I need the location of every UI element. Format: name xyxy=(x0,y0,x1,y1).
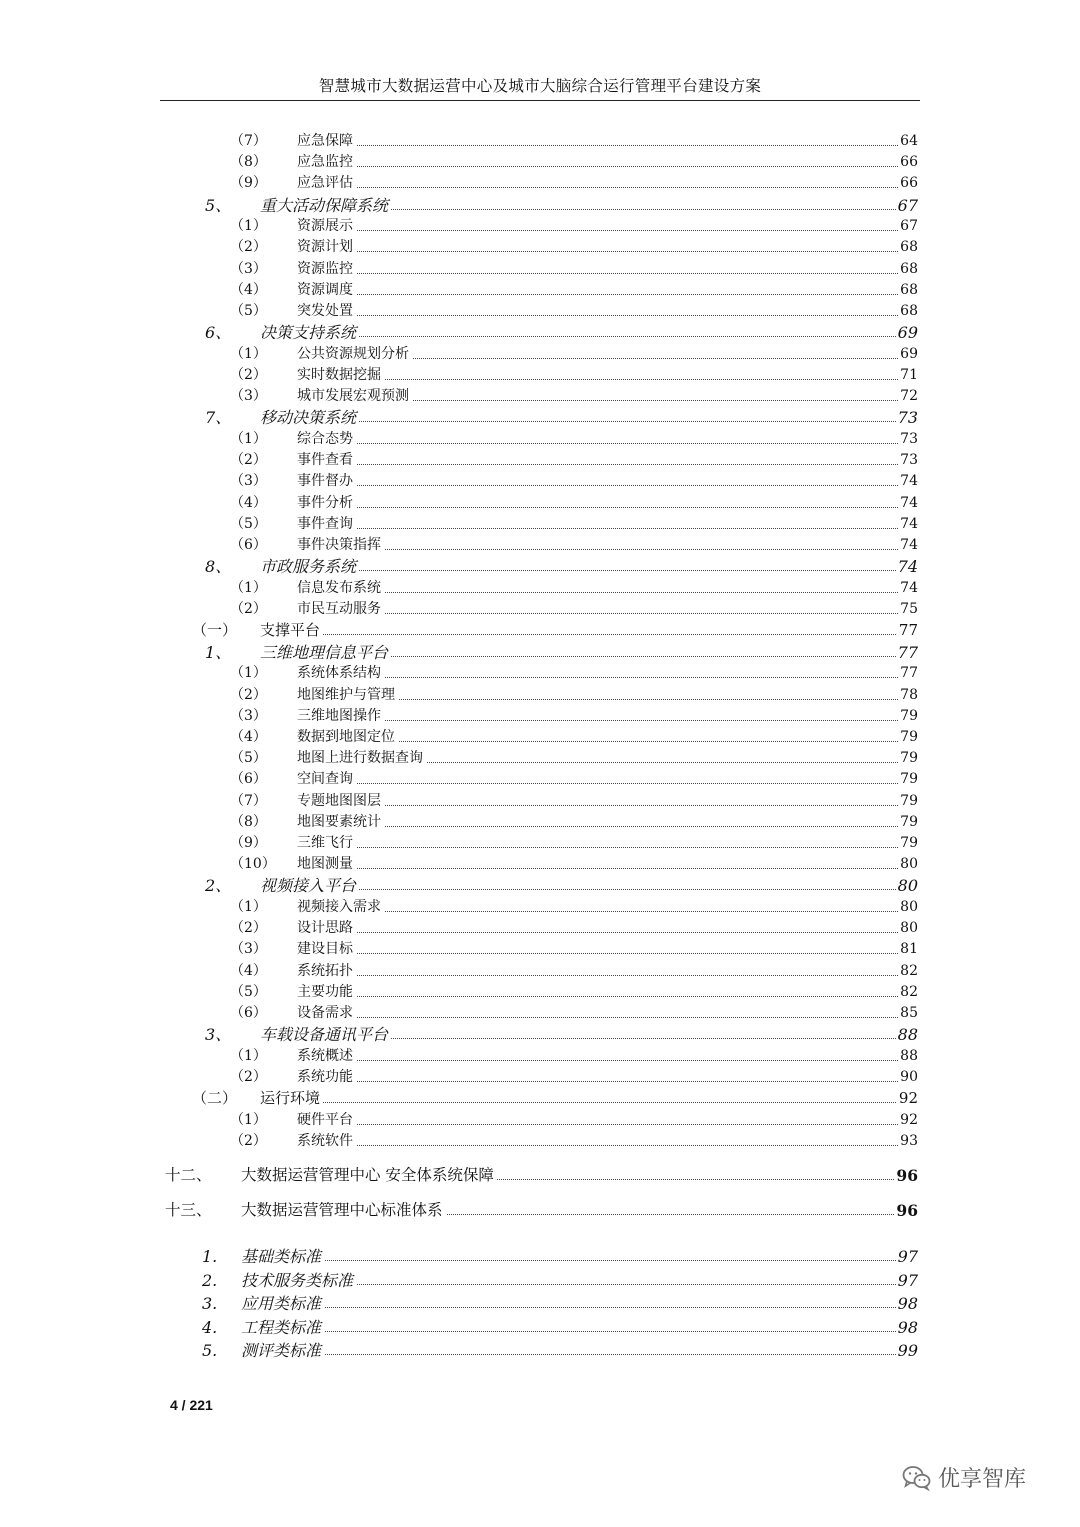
toc-entry[interactable] xyxy=(0,897,918,918)
toc-entry[interactable] xyxy=(0,386,918,407)
toc-entry-title: 资源计划 xyxy=(297,237,356,258)
toc-entry-page: 78 xyxy=(898,685,918,706)
toc-dot-leader xyxy=(297,251,898,252)
toc-entry[interactable] xyxy=(0,599,918,620)
toc-entry-page: 74 xyxy=(898,578,918,599)
toc-dot-leader xyxy=(297,613,898,614)
toc-dot-leader xyxy=(297,826,898,827)
toc-entry-title: 系统功能 xyxy=(297,1067,356,1088)
toc-entry[interactable] xyxy=(0,195,918,216)
toc-dot-leader xyxy=(297,443,898,444)
toc-entry-page: 80 xyxy=(898,918,918,939)
toc-entry-number: （7） xyxy=(230,792,267,809)
toc-dot-leader xyxy=(297,720,898,721)
toc-entry-number: 4. xyxy=(202,1317,218,1337)
toc-entry-number: 3、 xyxy=(205,1025,232,1045)
toc-entry-title: 突发处置 xyxy=(297,301,356,322)
toc-entry-page: 68 xyxy=(898,237,918,258)
toc-entry[interactable] xyxy=(0,514,918,535)
toc-entry-page: 68 xyxy=(898,259,918,280)
toc-entry[interactable] xyxy=(0,1340,918,1361)
toc-entry-number: （1） xyxy=(230,1111,267,1128)
toc-dot-leader xyxy=(297,273,898,274)
toc-dot-leader xyxy=(260,1102,898,1103)
toc-dot-leader xyxy=(241,1260,898,1261)
toc-entry-number: （2） xyxy=(230,920,267,937)
toc-entry-title: 资源展示 xyxy=(297,216,356,237)
toc-entry-title: 系统软件 xyxy=(297,1131,356,1152)
toc-entry-number: （9） xyxy=(230,175,267,192)
toc-entry-number: 1. xyxy=(202,1247,218,1267)
toc-entry-title: 决策支持系统 xyxy=(260,322,359,343)
toc-entry-number: 2、 xyxy=(205,876,232,896)
toc-dot-leader xyxy=(297,783,898,784)
toc-entry[interactable] xyxy=(0,812,918,833)
toc-entry-title: 市政服务系统 xyxy=(260,556,359,577)
toc-entry-number: （4） xyxy=(230,729,267,745)
wechat-icon xyxy=(902,1465,932,1491)
toc-entry[interactable] xyxy=(0,918,918,939)
toc-entry-page: 77 xyxy=(897,642,918,662)
toc-entry-number: （8） xyxy=(230,813,267,830)
toc-entry[interactable] xyxy=(0,791,918,812)
toc-entry-title: 公共资源规划分析 xyxy=(297,344,412,365)
toc-entry-title: 设计思路 xyxy=(297,918,356,939)
toc-entry-title: 综合态势 xyxy=(297,429,356,450)
toc-entry[interactable] xyxy=(0,556,918,577)
toc-entry[interactable] xyxy=(0,1165,918,1186)
toc-dot-leader xyxy=(297,805,898,806)
toc-entry-page: 80 xyxy=(897,876,918,896)
toc-entry[interactable] xyxy=(0,152,918,173)
toc-entry-page: 80 xyxy=(898,854,918,875)
toc-entry-title: 系统拓扑 xyxy=(297,961,356,982)
toc-entry-title: 技术服务类标准 xyxy=(241,1270,356,1291)
toc-entry[interactable] xyxy=(0,982,918,1003)
toc-entry-page: 90 xyxy=(898,1067,918,1088)
toc-entry-page: 77 xyxy=(898,663,918,684)
toc-entry-page: 64 xyxy=(898,131,918,152)
toc-entry-page: 74 xyxy=(898,493,918,514)
toc-entry-page: 88 xyxy=(898,1046,918,1067)
toc-entry-page: 74 xyxy=(898,471,918,492)
toc-entry-title: 专题地图图层 xyxy=(297,791,384,812)
page-number: 4 / 221 xyxy=(170,1397,213,1413)
toc-entry-page: 73 xyxy=(898,429,918,450)
toc-entry-page: 79 xyxy=(898,833,918,854)
toc-entry-page: 77 xyxy=(898,621,918,640)
toc-entry-title: 基础类标准 xyxy=(241,1246,324,1267)
toc-entry[interactable] xyxy=(0,322,918,343)
toc-entry-title: 三维地图操作 xyxy=(297,706,384,727)
toc-entry-page: 88 xyxy=(897,1025,918,1045)
toc-entry-number: （2） xyxy=(230,367,267,383)
toc-entry-title: 视频接入平台 xyxy=(260,875,359,896)
toc-dot-leader xyxy=(297,145,898,146)
toc-entry-page: 79 xyxy=(898,812,918,833)
toc-dot-leader xyxy=(297,996,898,997)
toc-entry[interactable] xyxy=(0,620,918,641)
toc-dot-leader xyxy=(297,464,898,465)
toc-entry-number: （2） xyxy=(230,601,267,617)
toc-entry[interactable] xyxy=(0,131,918,152)
toc-entry-number: （7） xyxy=(230,133,267,149)
toc-entry-number: （6） xyxy=(230,1005,267,1021)
toc-entry-page: 74 xyxy=(897,557,918,577)
toc-entry-number: （6） xyxy=(230,771,267,788)
toc-dot-leader xyxy=(297,911,898,912)
toc-entry[interactable] xyxy=(0,854,918,875)
toc-dot-leader xyxy=(241,1354,898,1355)
toc-entry[interactable] xyxy=(0,259,918,280)
toc-entry-number: （3） xyxy=(230,260,267,277)
toc-entry-title: 三维地理信息平台 xyxy=(260,642,391,663)
toc-entry-page: 85 xyxy=(898,1003,918,1024)
toc-dot-leader xyxy=(297,230,898,231)
toc-entry[interactable] xyxy=(0,748,918,769)
toc-entry-number: （6） xyxy=(230,537,267,553)
toc-entry-number: （1） xyxy=(230,345,267,362)
toc-entry-page: 81 xyxy=(898,939,918,960)
header-rule xyxy=(160,100,920,101)
toc-entry-title: 工程类标准 xyxy=(241,1317,324,1338)
toc-entry-page: 66 xyxy=(898,173,918,194)
toc-entry-number: 3. xyxy=(202,1294,218,1314)
toc-entry-page: 74 xyxy=(898,535,918,556)
toc-entry[interactable] xyxy=(0,706,918,727)
toc-entry[interactable] xyxy=(0,1003,918,1024)
toc-entry-number: （5） xyxy=(230,750,267,767)
toc-entry-number: （1） xyxy=(230,218,267,235)
toc-entry-page: 74 xyxy=(898,514,918,535)
toc-entry-title: 事件督办 xyxy=(297,471,356,492)
toc-entry-number: 十三、 xyxy=(165,1200,212,1219)
toc-entry-title: 应用类标准 xyxy=(241,1293,324,1314)
toc-entry-number: 十二、 xyxy=(165,1166,212,1185)
toc-entry-title: 视频接入需求 xyxy=(297,897,384,918)
toc-entry-number: （4） xyxy=(230,281,267,298)
toc-entry-page: 71 xyxy=(898,365,918,386)
toc-entry-number: （8） xyxy=(230,154,267,171)
toc-entry[interactable] xyxy=(0,1131,918,1152)
toc-entry[interactable] xyxy=(0,727,918,748)
toc-dot-leader xyxy=(297,1017,898,1018)
toc-entry-page: 79 xyxy=(898,791,918,812)
toc-entry-number: 8、 xyxy=(205,557,232,577)
toc-entry[interactable] xyxy=(0,1067,918,1088)
toc-entry[interactable] xyxy=(0,769,918,790)
toc-dot-leader xyxy=(297,1060,898,1061)
toc-entry[interactable] xyxy=(0,1110,918,1131)
toc-entry-page: 98 xyxy=(897,1317,918,1337)
toc-entry[interactable] xyxy=(0,833,918,854)
toc-entry-number: （5） xyxy=(230,983,267,1000)
toc-dot-leader xyxy=(297,953,898,954)
toc-entry[interactable] xyxy=(0,1293,918,1314)
toc-entry-title: 三维飞行 xyxy=(297,833,356,854)
toc-entry-number: （1） xyxy=(230,899,267,915)
toc-entry-number: （3） xyxy=(230,941,267,958)
toc-entry[interactable] xyxy=(0,961,918,982)
toc-dot-leader xyxy=(297,868,898,869)
toc-entry-title: 事件查看 xyxy=(297,450,356,471)
document-header-title: 智慧城市大数据运营中心及城市大脑综合运行管理平台建设方案 xyxy=(318,77,762,95)
toc-entry-title: 事件查询 xyxy=(297,514,356,535)
toc-entry-page: 96 xyxy=(896,1166,918,1186)
watermark-text: 优享智库 xyxy=(938,1467,1027,1492)
toc-entry-page: 73 xyxy=(898,450,918,471)
toc-entry[interactable] xyxy=(0,471,918,492)
toc-entry[interactable] xyxy=(0,365,918,386)
toc-entry[interactable] xyxy=(0,344,918,365)
toc-entry-title: 系统概述 xyxy=(297,1046,356,1067)
toc-entry[interactable] xyxy=(0,301,918,322)
toc-entry-title: 测评类标准 xyxy=(241,1340,324,1361)
toc-entry[interactable] xyxy=(0,280,918,301)
toc-entry-title: 大数据运营管理中心 安全体系统保障 xyxy=(241,1165,497,1186)
toc-entry[interactable] xyxy=(0,642,918,663)
toc-dot-leader xyxy=(297,932,898,933)
toc-entry-page: 79 xyxy=(898,727,918,748)
toc-entry-number: 2. xyxy=(202,1270,218,1290)
toc-entry-title: 资源监控 xyxy=(297,259,356,280)
toc-entry[interactable] xyxy=(0,1270,918,1291)
toc-entry-page: 99 xyxy=(897,1341,918,1361)
toc-entry-title: 地图维护与管理 xyxy=(297,685,398,706)
toc-entry-title: 设备需求 xyxy=(297,1003,356,1024)
toc-entry-title: 信息发布系统 xyxy=(297,578,384,599)
toc-dot-leader xyxy=(297,294,898,295)
toc-dot-leader xyxy=(297,507,898,508)
toc-entry-page: 75 xyxy=(898,599,918,620)
toc-dot-leader xyxy=(297,592,898,593)
toc-entry-title: 应急评估 xyxy=(297,173,356,194)
toc-entry-title: 系统体系结构 xyxy=(297,663,384,684)
toc-entry-title: 城市发展宏观预测 xyxy=(297,386,412,407)
toc-entry-number: 5. xyxy=(202,1341,218,1361)
toc-entry[interactable] xyxy=(0,1200,918,1221)
toc-entry[interactable] xyxy=(0,429,918,450)
toc-entry-title: 移动决策系统 xyxy=(260,407,359,428)
toc-entry-title: 地图测量 xyxy=(297,854,356,875)
toc-entry-title: 资源调度 xyxy=(297,280,356,301)
toc-entry-page: 69 xyxy=(897,323,918,343)
toc-entry-number: （4） xyxy=(230,494,267,511)
toc-entry-page: 80 xyxy=(898,897,918,918)
toc-entry-title: 建设目标 xyxy=(297,939,356,960)
toc-entry-number: 1、 xyxy=(205,642,232,662)
toc-dot-leader xyxy=(297,1081,898,1082)
toc-entry[interactable] xyxy=(0,663,918,684)
toc-entry-page: 92 xyxy=(898,1089,918,1108)
toc-entry-title: 事件决策指挥 xyxy=(297,535,384,556)
toc-entry[interactable] xyxy=(0,216,918,237)
toc-entry-number: （一） xyxy=(192,621,238,640)
toc-entry-number: （二） xyxy=(192,1089,238,1108)
toc-entry-page: 79 xyxy=(898,769,918,790)
toc-entry-page: 68 xyxy=(898,280,918,301)
toc-entry[interactable] xyxy=(0,1246,918,1267)
toc-entry-title: 实时数据挖掘 xyxy=(297,365,384,386)
toc-entry-title: 应急监控 xyxy=(297,152,356,173)
toc-entry-page: 96 xyxy=(896,1200,918,1220)
toc-entry-title: 地图要素统计 xyxy=(297,812,384,833)
toc-entry-number: （5） xyxy=(230,515,267,532)
toc-entry-page: 93 xyxy=(898,1131,918,1152)
toc-entry-number: （2） xyxy=(230,239,267,256)
toc-entry[interactable] xyxy=(0,685,918,706)
toc-dot-leader xyxy=(297,485,898,486)
toc-entry-number: 7、 xyxy=(205,408,232,428)
toc-dot-leader xyxy=(297,379,898,380)
toc-dot-leader xyxy=(241,1307,898,1308)
toc-entry-page: 97 xyxy=(897,1247,918,1267)
toc-entry-page: 82 xyxy=(898,961,918,982)
toc-entry-number: （3） xyxy=(230,388,267,405)
toc-entry-number: （2） xyxy=(230,452,267,469)
toc-dot-leader xyxy=(297,549,898,550)
toc-entry-title: 市民互动服务 xyxy=(297,599,384,620)
toc-entry-page: 67 xyxy=(898,216,918,237)
toc-entry-title: 应急保障 xyxy=(297,131,356,152)
toc-entry-page: 98 xyxy=(897,1294,918,1314)
toc-entry[interactable] xyxy=(0,1024,918,1045)
toc-entry-number: （1） xyxy=(230,1047,267,1064)
toc-entry-page: 92 xyxy=(898,1110,918,1131)
toc-entry-title: 硬件平台 xyxy=(297,1110,356,1131)
toc-dot-leader xyxy=(297,166,898,167)
toc-entry-title: 大数据运营管理中心标准体系 xyxy=(241,1200,446,1221)
toc-entry-page: 66 xyxy=(898,152,918,173)
toc-dot-leader xyxy=(241,1331,898,1332)
toc-entry-title: 重大活动保障系统 xyxy=(260,195,391,216)
toc-dot-leader xyxy=(297,677,898,678)
toc-entry-number: （2） xyxy=(230,1133,267,1149)
toc-entry-page: 97 xyxy=(897,1270,918,1290)
toc-entry[interactable] xyxy=(0,450,918,471)
toc-entry-number: （2） xyxy=(230,1069,267,1085)
toc-entry-number: （9） xyxy=(230,835,267,851)
toc-entry[interactable] xyxy=(0,578,918,599)
watermark xyxy=(902,1462,1026,1493)
toc-entry-title: 空间查询 xyxy=(297,769,356,790)
toc-dot-leader xyxy=(297,1124,898,1125)
toc-entry[interactable] xyxy=(0,173,918,194)
toc-entry[interactable] xyxy=(0,1317,918,1338)
toc-dot-leader xyxy=(260,634,898,635)
toc-entry-page: 79 xyxy=(898,748,918,769)
toc-entry-number: （1） xyxy=(230,665,267,682)
toc-entry-page: 68 xyxy=(898,301,918,322)
toc-dot-leader xyxy=(297,847,898,848)
toc-entry-title: 事件分析 xyxy=(297,493,356,514)
toc-entry-number: （1） xyxy=(230,431,267,447)
toc-entry[interactable] xyxy=(0,535,918,556)
toc-entry-number: （10） xyxy=(230,856,276,873)
toc-entry-title: 数据到地图定位 xyxy=(297,727,398,748)
toc-dot-leader xyxy=(297,528,898,529)
toc-entry[interactable] xyxy=(0,493,918,514)
toc-dot-leader xyxy=(297,187,898,188)
toc-entry-number: （3） xyxy=(230,707,267,724)
toc-entry-title: 主要功能 xyxy=(297,982,356,1003)
toc-entry-title: 地图上进行数据查询 xyxy=(297,748,426,769)
toc-entry[interactable] xyxy=(0,407,918,428)
toc-entry-number: （5） xyxy=(230,303,267,319)
toc-entry[interactable] xyxy=(0,875,918,896)
toc-entry-number: 6、 xyxy=(205,323,232,343)
toc-entry-title: 运行环境 xyxy=(260,1088,323,1109)
toc-entry-page: 73 xyxy=(897,408,918,428)
toc-entry-number: （1） xyxy=(230,579,267,596)
toc-entry-number: （3） xyxy=(230,473,267,490)
toc-entry[interactable] xyxy=(0,237,918,258)
toc-entry[interactable] xyxy=(0,939,918,960)
toc-entry-title: 车载设备通讯平台 xyxy=(260,1024,391,1045)
toc-entry-number: （2） xyxy=(230,686,267,703)
toc-entry-number: 5、 xyxy=(205,195,232,215)
toc-entry-page: 79 xyxy=(898,706,918,727)
toc-entry-page: 82 xyxy=(898,982,918,1003)
toc-dot-leader xyxy=(297,315,898,316)
toc-entry[interactable] xyxy=(0,1088,918,1109)
toc-entry-number: （4） xyxy=(230,962,267,979)
toc-entry-page: 72 xyxy=(898,386,918,407)
toc-entry-page: 67 xyxy=(897,195,918,215)
toc-entry-title: 支撑平台 xyxy=(260,620,323,641)
toc-dot-leader xyxy=(297,975,898,976)
toc-dot-leader xyxy=(297,1145,898,1146)
toc-entry-page: 69 xyxy=(898,344,918,365)
toc-entry[interactable] xyxy=(0,1046,918,1067)
